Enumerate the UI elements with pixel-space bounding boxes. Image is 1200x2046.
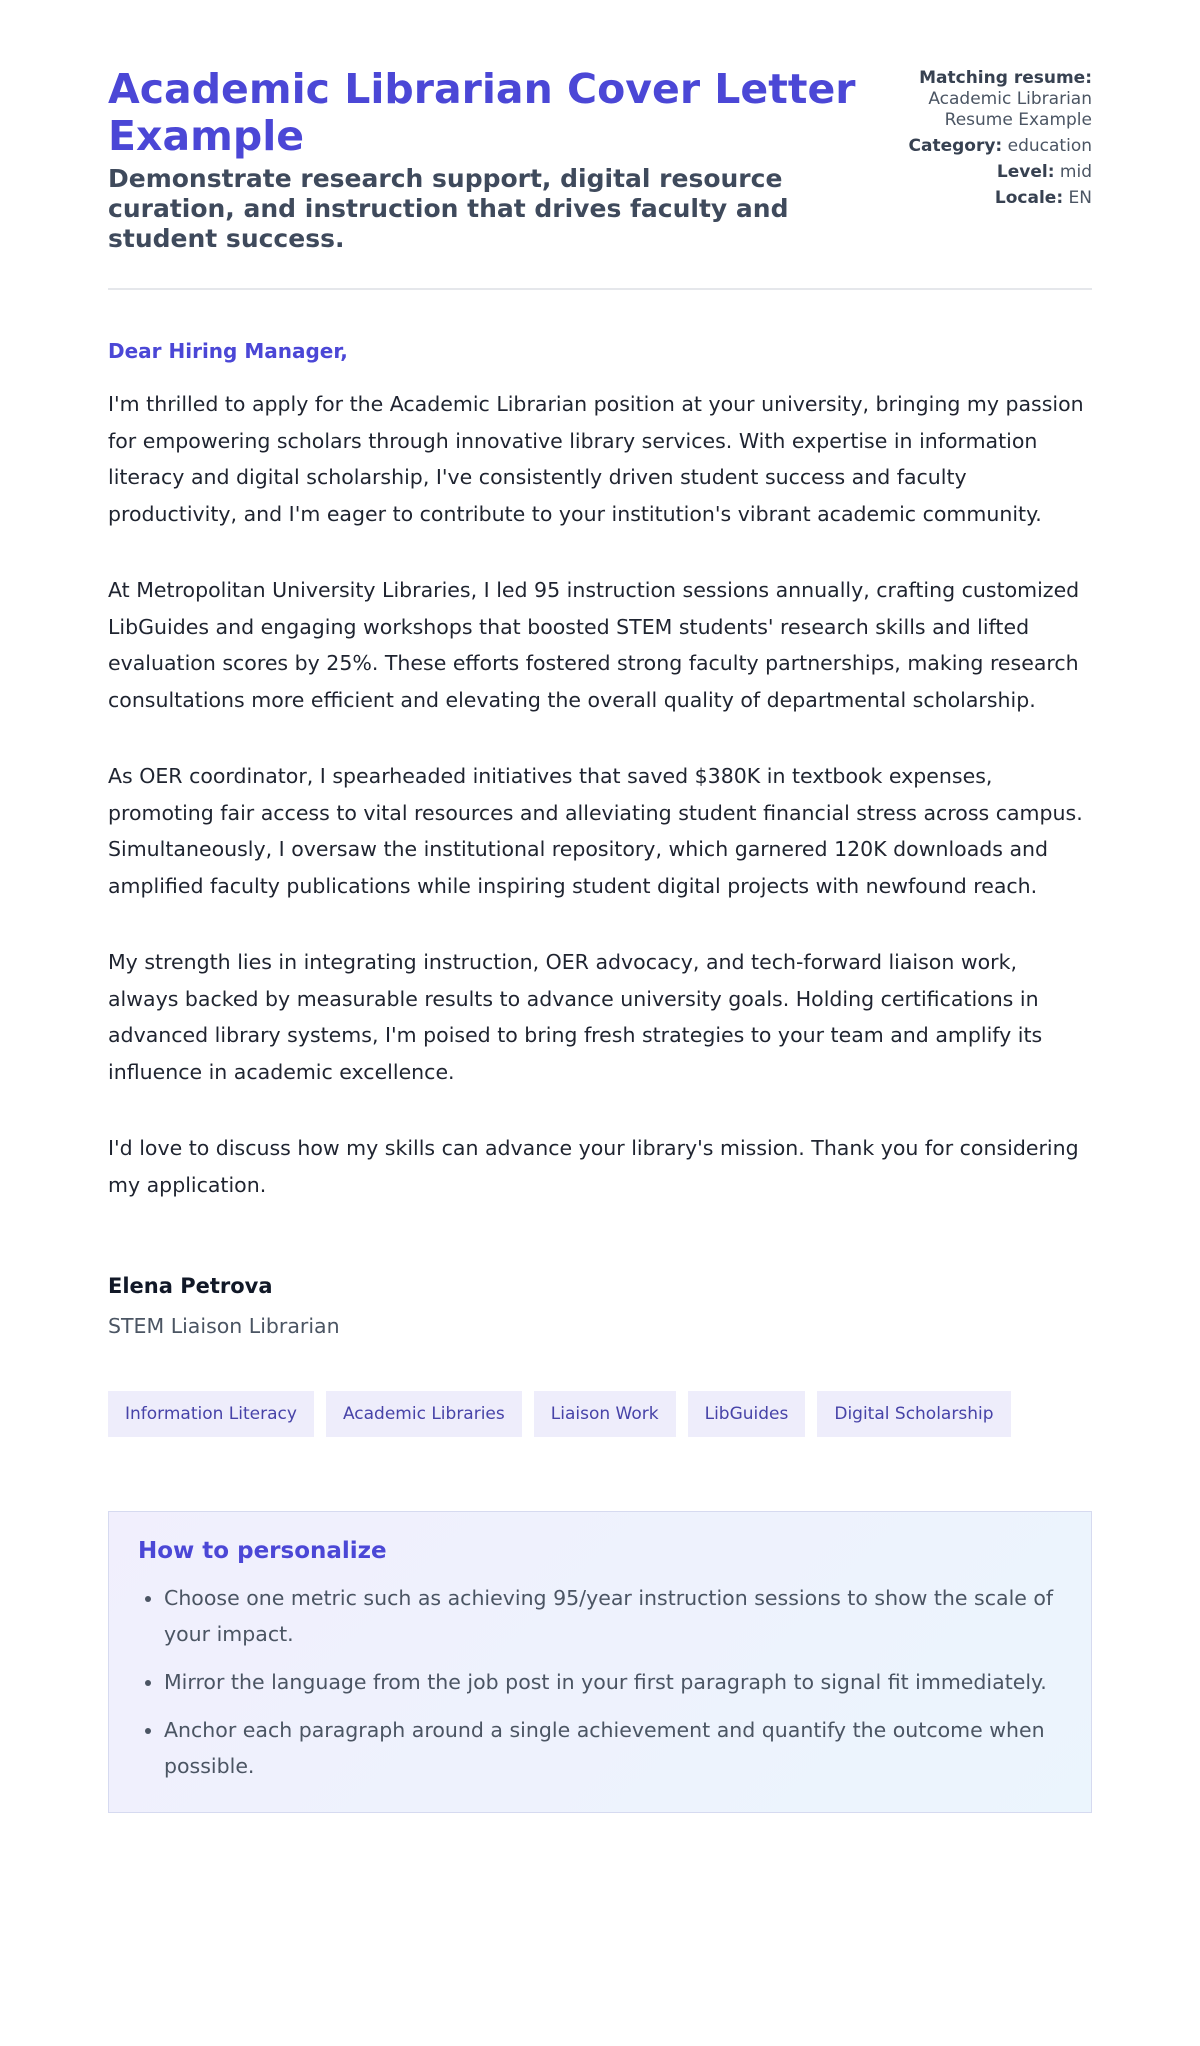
signature-title: STEM Liaison Librarian	[108, 1314, 340, 1338]
skill-tag: Academic Libraries	[326, 1391, 522, 1437]
tip-item: • Choose one metric such as achieving 95/year instruction sessions to show the scale of your impact.	[164, 1580, 1062, 1652]
letter-paragraph: My strength lies in integrating instruction, OER advocacy, and tech-forward liaison work, always backed by measurable results to advance university goals. Holding certifications in advanced library systems, I'm poised to bring fresh strategies to your team and amplify its influence in academic excellence.	[108, 950, 1043, 1084]
level-value: mid	[1059, 162, 1092, 182]
category-row	[856, 136, 1092, 157]
matching-resume-line-1: Academic Librarian	[928, 89, 1092, 109]
signature-name: Elena Petrova	[108, 1274, 273, 1298]
salutation: Dear Hiring Manager,	[108, 339, 348, 363]
letter-paragraph: I'd love to discuss how my skills can advance your library's mission. Thank you for considering my application.	[108, 1136, 1079, 1197]
page-header	[108, 0, 1092, 290]
title-block	[108, 66, 856, 254]
skill-tag: LibGuides	[688, 1391, 806, 1437]
tips-title: How to personalize	[138, 1538, 387, 1564]
locale-label: Locale:	[994, 188, 1064, 208]
page-title: Academic Librarian Cover Letter Example	[108, 65, 856, 160]
letter-paragraph: At Metropolitan University Libraries, I led 95 instruction sessions annually, crafting customized LibGuides and engaging workshops that boosted STEM students' research skills and lifted evaluation scores by 25%. These efforts fostered strong faculty partnerships, making research consultations more efficient and elevating the overall quality of departmental scholarship.	[108, 578, 1080, 712]
tip-item: • Anchor each paragraph around a single achievement and quantify the outcome when possible.	[164, 1712, 1062, 1784]
skill-tag: Information Literacy	[108, 1391, 314, 1437]
matching-resume	[856, 68, 1092, 131]
letter-paragraph: I'm thrilled to apply for the Academic Librarian position at your university, bringing my passion for empowering scholars through innovative library services. With expertise in information literacy and digital scholarship, I've consistently driven student success and faculty productivity, and I'm eager to contribute to your institution's vibrant academic community.	[108, 392, 1084, 526]
skill-tags	[108, 1391, 1092, 1437]
page-subtitle: Demonstrate research support, digital resource curation, and instruction that drives faculty and student success.	[108, 164, 789, 253]
skill-tag: Digital Scholarship	[817, 1391, 1010, 1437]
personalize-tips-box	[108, 1511, 1092, 1813]
tip-item: • Mirror the language from the job post in your first paragraph to signal fit immediately.	[164, 1664, 1062, 1700]
letter-paragraph: As OER coordinator, I spearheaded initiatives that saved $380K in textbook expenses, promoting fair access to vital resources and alleviating student financial stress across campus. Simultaneously, I oversaw the institutional repository, which garnered 120K downloads and amplified faculty publications while inspiring student digital projects with newfound reach.	[108, 764, 1083, 898]
letter-body	[108, 290, 1092, 1339]
resume-meta	[856, 66, 1092, 214]
category-label: Category:	[908, 136, 1003, 156]
level-label: Level:	[996, 162, 1055, 182]
matching-resume-label: Matching resume:	[919, 68, 1092, 88]
tips-list	[138, 1580, 1062, 1784]
locale-row	[856, 188, 1092, 209]
level-row	[856, 162, 1092, 183]
matching-resume-line-2: Resume Example	[944, 110, 1092, 130]
locale-value: EN	[1068, 188, 1092, 208]
skill-tag: Liaison Work	[534, 1391, 676, 1437]
category-value: education	[1007, 136, 1092, 156]
